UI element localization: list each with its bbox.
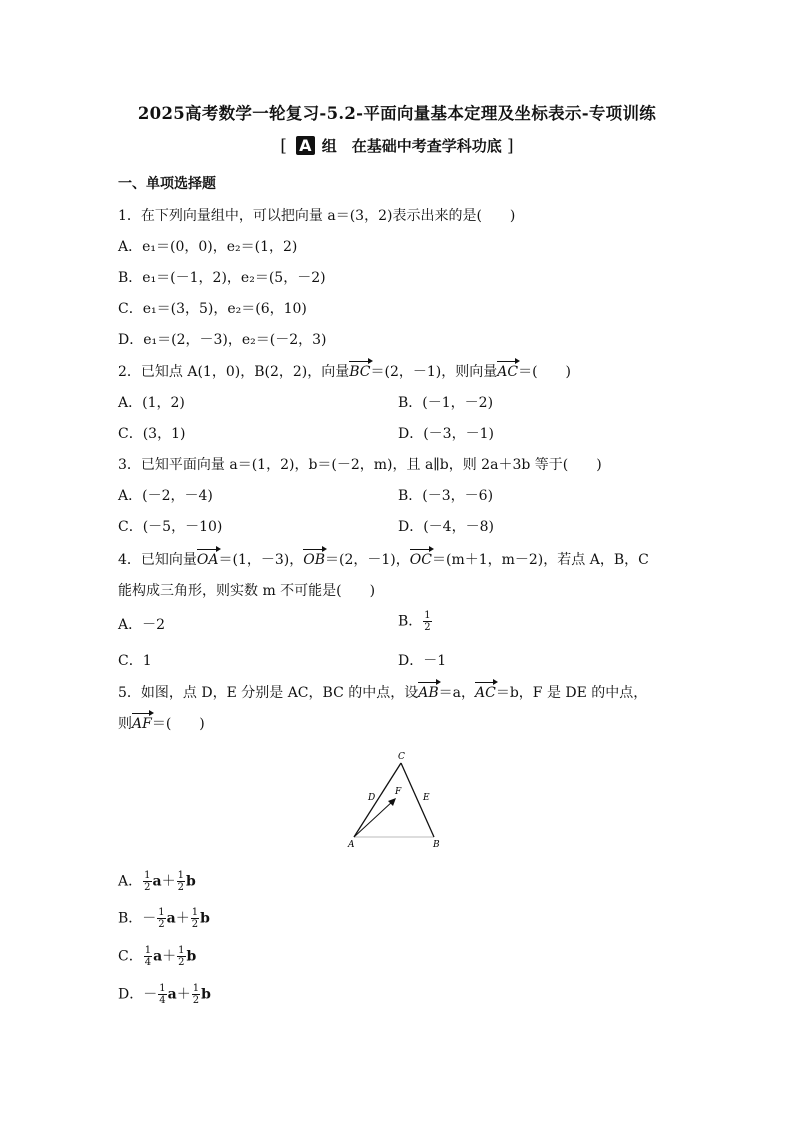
vector-ac: AC [497, 364, 519, 380]
vector-oc: OC [409, 552, 432, 568]
banner-open-bracket: [ [280, 136, 287, 156]
denominator: 2 [192, 995, 200, 1006]
label-f: F [395, 787, 402, 797]
vector-b: b [201, 986, 211, 1003]
q4-stem-part-c: ＝(2，－1)， [325, 552, 410, 568]
fraction [144, 945, 152, 968]
denominator: 4 [159, 995, 166, 1006]
fraction [423, 610, 431, 633]
fraction [177, 870, 185, 893]
section-heading: 一、单项选择题 [118, 176, 216, 192]
denominator: 2 [158, 919, 165, 930]
option-prefix: C． [118, 948, 143, 965]
question-4-option-a: A．－2 [118, 617, 166, 633]
denominator: 2 [191, 919, 199, 930]
numerator: 1 [144, 945, 152, 956]
numerator: 1 [178, 945, 185, 956]
question-2-option-d: D．(－3，－1) [398, 426, 494, 442]
option-prefix: D． [118, 986, 144, 1003]
label-a: A [348, 840, 355, 850]
question-4-option-c: C．1 [118, 653, 152, 669]
question-1-option-d: D．e₁＝(2，－3)，e₂＝(－2，3) [118, 332, 327, 348]
numerator: 1 [158, 907, 165, 918]
question-1-stem: 1．在下列向量组中，可以把向量 a＝(3，2)表示出来的是( ) [118, 208, 516, 224]
vector-b: b [185, 873, 196, 890]
numerator: 1 [191, 907, 199, 918]
denominator: 2 [144, 882, 151, 893]
group-banner [0, 135, 794, 156]
fraction [191, 907, 199, 930]
question-5-option-d [118, 983, 211, 1006]
fraction [157, 907, 165, 930]
banner-close-bracket: ] [507, 136, 514, 156]
vector-b: b [186, 948, 197, 965]
question-5-stem [118, 682, 647, 702]
page-title: 2025高考数学一轮复习-5.2-平面向量基本定理及坐标表示-专项训练 [137, 104, 657, 123]
q2-stem-part-a: 2．已知点 A(1，0)，B(2，2)，向量 [118, 364, 350, 380]
question-4-stem [118, 549, 649, 569]
q5-stem-part-b: ＝a， [438, 685, 475, 701]
plus-sign: ＋ [176, 986, 191, 1003]
question-2-stem [118, 361, 571, 381]
q5-stem-part-c: ＝b，F 是 DE 的中点， [495, 685, 648, 701]
plus-sign: ＋ [161, 873, 176, 890]
numerator: 1 [424, 610, 431, 621]
label-d: D [368, 793, 376, 803]
option-prefix: B． [118, 910, 143, 927]
question-3-option-d: D．(－4，－8) [398, 519, 494, 535]
question-2-option-a: A．(1，2) [118, 395, 185, 411]
vector-ac: AC [475, 685, 496, 701]
label-e: E [423, 793, 430, 803]
vector-ab: AB [418, 685, 439, 701]
numerator: 1 [144, 870, 151, 881]
question-5-option-b [118, 907, 210, 930]
vector-oa: OA [196, 552, 219, 568]
question-2-option-b: B．(－1，－2) [398, 395, 494, 411]
question-2-option-c: C．(3，1) [118, 426, 186, 442]
sign: － [142, 910, 157, 927]
question-5-option-a [118, 870, 196, 893]
triangle-figure [340, 748, 450, 850]
q5-line2-part-b: ＝( ) [151, 716, 205, 732]
plus-sign: ＋ [162, 948, 177, 965]
label-c: C [398, 752, 405, 762]
plus-sign: ＋ [175, 910, 190, 927]
q4-option-b-prefix: B． [398, 613, 423, 630]
label-b: B [433, 840, 440, 850]
question-5-stem-line2 [118, 713, 205, 733]
question-3-option-c: C．(－5，－10) [118, 519, 223, 535]
group-label: 组 在基础中考查学科功底 [321, 137, 502, 155]
fraction [143, 870, 151, 893]
vector-ob: OB [303, 552, 326, 568]
question-1-option-a: A．e₁＝(0，0)，e₂＝(1，2) [118, 239, 298, 255]
numerator: 1 [159, 983, 166, 994]
fraction [177, 945, 185, 968]
question-3-stem: 3．已知平面向量 a＝(1，2)，b＝(－2，m)，且 a∥b，则 2a＋3b 等于( ) [118, 457, 602, 473]
q5-stem-part-a: 5．如图，点 D，E 分别是 AC，BC 的中点，设 [118, 685, 419, 701]
group-letter-badge: A [296, 136, 314, 155]
numerator: 1 [177, 870, 184, 881]
vector-af: AF [132, 716, 152, 732]
numerator: 1 [192, 983, 200, 994]
vector-a: a [166, 910, 176, 927]
vector-b: b [200, 910, 210, 927]
q2-stem-part-b: ＝(2，－1)，则向量 [370, 364, 498, 380]
vector-bc: BC [349, 364, 371, 380]
fraction [192, 983, 200, 1006]
q4-stem-part-a: 4．已知向量 [118, 552, 197, 568]
vector-a: a [167, 986, 177, 1003]
q5-line2-part-a: 则 [118, 716, 132, 732]
q4-stem-part-d: ＝(m＋1，m－2)，若点 A，B，C [431, 552, 649, 568]
question-3-option-b: B．(－3，－6) [398, 488, 494, 504]
denominator: 4 [144, 957, 152, 968]
question-4-stem-line2: 能构成三角形，则实数 m 不可能是( ) [118, 583, 376, 599]
option-prefix: A． [118, 873, 143, 890]
fraction [158, 983, 166, 1006]
question-1-option-b: B．e₁＝(－1，2)，e₂＝(5，－2) [118, 270, 326, 286]
denominator: 2 [424, 622, 431, 633]
question-5-option-c [118, 945, 196, 968]
q2-stem-part-c: ＝( ) [518, 364, 572, 380]
sign: － [143, 986, 158, 1003]
denominator: 2 [177, 882, 184, 893]
vector-a: a [152, 873, 162, 890]
denominator: 2 [178, 957, 185, 968]
question-4-option-b [398, 610, 433, 633]
question-4-option-d: D．－1 [398, 653, 447, 669]
vector-a: a [153, 948, 163, 965]
question-3-option-a: A．(－2，－4) [118, 488, 213, 504]
question-1-option-c: C．e₁＝(3，5)，e₂＝(6，10) [118, 301, 307, 317]
q4-stem-part-b: ＝(1，－3)， [218, 552, 304, 568]
